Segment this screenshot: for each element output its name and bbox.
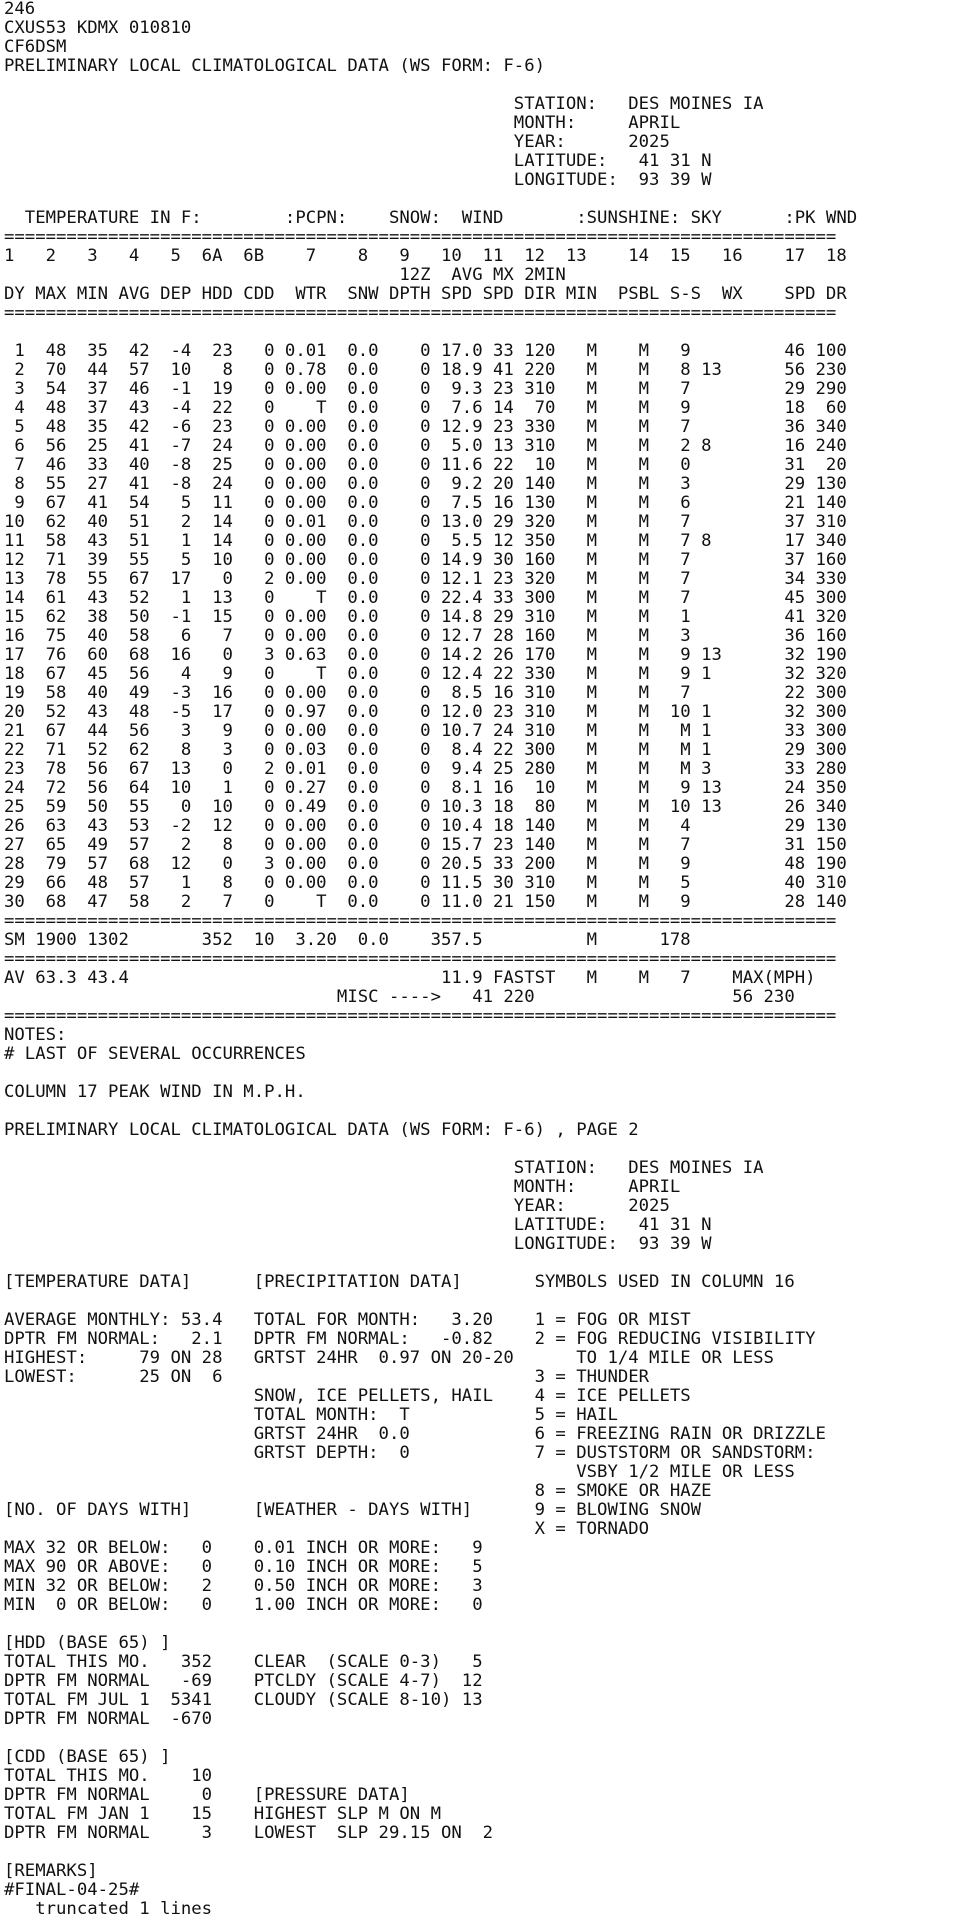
report-line: [4, 76, 969, 95]
report-line: 19 58 40 49 -3 16 0 0.00 0.0 0 8.5 16 310 M M 7 22 300: [4, 683, 847, 703]
report-line: CF6DSM: [4, 37, 67, 57]
report-line: TOTAL FM JAN 1 15 HIGHEST SLP M ON M: [4, 1804, 441, 1824]
report-line: [4, 1615, 969, 1634]
report-line: ================================================================================: [4, 1006, 837, 1026]
report-line: ================================================================================: [4, 911, 837, 931]
report-line: LATITUDE: 41 31 N: [4, 1215, 712, 1235]
report-line: 9 67 41 54 5 11 0 0.00 0.0 0 7.5 16 130 M M 6 21 140: [4, 493, 847, 513]
report-line: [4, 1254, 969, 1273]
report-line: MISC ----> 41 220 56 230: [4, 987, 795, 1007]
report-line: TOTAL THIS MO. 10: [4, 1766, 213, 1786]
report-line: VSBY 1/2 MILE OR LESS: [4, 1462, 795, 1482]
report-line: SM 1900 1302 352 10 3.20 0.0 357.5 M 178: [4, 930, 691, 950]
report-line: 17 76 60 68 16 0 3 0.63 0.0 0 14.2 26 170 M M 9 13 32 190: [4, 645, 847, 665]
report-line: 7 46 33 40 -8 25 0 0.00 0.0 0 11.6 22 10 M M 0 31 20: [4, 455, 847, 475]
report-line: PRELIMINARY LOCAL CLIMATOLOGICAL DATA (WS FORM: F-6) , PAGE 2: [4, 1120, 639, 1140]
report-line: #FINAL-04-25#: [4, 1880, 140, 1900]
report-line: 11 58 43 51 1 14 0 0.00 0.0 0 5.5 12 350 M M 7 8 17 340: [4, 531, 847, 551]
report-line: ================================================================================: [4, 303, 837, 323]
report-line: GRTST DEPTH: 0 7 = DUSTSTORM OR SANDSTORM:: [4, 1443, 816, 1463]
report-line: 14 61 43 52 1 13 0 T 0.0 0 22.4 33 300 M M 7 45 300: [4, 588, 847, 608]
report-line: 10 62 40 51 2 14 0 0.01 0.0 0 13.0 29 320 M M 7 37 310: [4, 512, 847, 532]
report-line: 15 62 38 50 -1 15 0 0.00 0.0 0 14.8 29 310 M M 1 41 320: [4, 607, 847, 627]
report-line: 4 48 37 43 -4 22 0 T 0.0 0 7.6 14 70 M M 9 18 60: [4, 398, 847, 418]
report-line: LOWEST: 25 ON 6 3 = THUNDER: [4, 1367, 650, 1387]
report-line: 1 48 35 42 -4 23 0 0.01 0.0 0 17.0 33 120 M M 9 46 100: [4, 341, 847, 361]
report-line: MONTH: APRIL: [4, 1177, 681, 1197]
report-line: AV 63.3 43.4 11.9 FASTST M M 7 MAX(MPH): [4, 968, 816, 988]
report-line: TOTAL FM JUL 1 5341 CLOUDY (SCALE 8-10) 13: [4, 1690, 483, 1710]
report-line: [4, 1292, 969, 1311]
report-line: 16 75 40 58 6 7 0 0.00 0.0 0 12.7 28 160 M M 3 36 160: [4, 626, 847, 646]
report-line: COLUMN 17 PEAK WIND IN M.P.H.: [4, 1082, 306, 1102]
report-line: [4, 1729, 969, 1748]
report-line: 28 79 57 68 12 0 3 0.00 0.0 0 20.5 33 200 M M 9 48 190: [4, 854, 847, 874]
report-line: 21 67 44 56 3 9 0 0.00 0.0 0 10.7 24 310 M M M 1 33 300: [4, 721, 847, 741]
report-line: 8 55 27 41 -8 24 0 0.00 0.0 0 9.2 20 140 M M 3 29 130: [4, 474, 847, 494]
report-line: [4, 323, 969, 342]
report-line: 22 71 52 62 8 3 0 0.03 0.0 0 8.4 22 300 M M M 1 29 300: [4, 740, 847, 760]
report-line: GRTST 24HR 0.0 6 = FREEZING RAIN OR DRIZZLE: [4, 1424, 826, 1444]
report-line: [REMARKS]: [4, 1861, 98, 1881]
report-line: truncated 1 lines: [4, 1899, 213, 1919]
report-line: DPTR FM NORMAL -69 PTCLDY (SCALE 4-7) 12: [4, 1671, 483, 1691]
report-line: [NO. OF DAYS WITH] [WEATHER - DAYS WITH] 9 = BLOWING SNOW: [4, 1500, 702, 1520]
report-line: X = TORNADO: [4, 1519, 650, 1539]
report-line: MAX 90 OR ABOVE: 0 0.10 INCH OR MORE: 5: [4, 1557, 483, 1577]
report-line: [4, 1064, 969, 1083]
report-line: LATITUDE: 41 31 N: [4, 151, 712, 171]
report-line: STATION: DES MOINES IA: [4, 1158, 764, 1178]
report-line: MIN 32 OR BELOW: 2 0.50 INCH OR MORE: 3: [4, 1576, 483, 1596]
report-line: NOTES:: [4, 1025, 67, 1045]
report-line: HIGHEST: 79 ON 28 GRTST 24HR 0.97 ON 20-20 TO 1/4 MILE OR LESS: [4, 1348, 774, 1368]
report-line: 25 59 50 55 0 10 0 0.49 0.0 0 10.3 18 80 M M 10 13 26 340: [4, 797, 847, 817]
report-line: ================================================================================: [4, 227, 837, 247]
report-line: 3 54 37 46 -1 19 0 0.00 0.0 0 9.3 23 310 M M 7 29 290: [4, 379, 847, 399]
report-line: DY MAX MIN AVG DEP HDD CDD WTR SNW DPTH SPD SPD DIR MIN PSBL S-S WX SPD DR: [4, 284, 847, 304]
report-line: SNOW, ICE PELLETS, HAIL 4 = ICE PELLETS: [4, 1386, 691, 1406]
report-line: 5 48 35 42 -6 23 0 0.00 0.0 0 12.9 23 330 M M 7 36 340: [4, 417, 847, 437]
report-line: [TEMPERATURE DATA] [PRECIPITATION DATA] SYMBOLS USED IN COLUMN 16: [4, 1272, 795, 1292]
report-line: [4, 1843, 969, 1862]
report-line: 18 67 45 56 4 9 0 T 0.0 0 12.4 22 330 M M 9 1 32 320: [4, 664, 847, 684]
report-line: PRELIMINARY LOCAL CLIMATOLOGICAL DATA (WS FORM: F-6): [4, 56, 546, 76]
report-line: LONGITUDE: 93 39 W: [4, 1234, 712, 1254]
report-line: 6 56 25 41 -7 24 0 0.00 0.0 0 5.0 13 310 M M 2 8 16 240: [4, 436, 847, 456]
report-line: [4, 190, 969, 209]
report-line: YEAR: 2025: [4, 1196, 670, 1216]
report-line: TEMPERATURE IN F: :PCPN: SNOW: WIND :SUNSHINE: SKY :PK WND: [4, 208, 858, 228]
report-line: 1 2 3 4 5 6A 6B 7 8 9 10 11 12 13 14 15 16 17 18: [4, 246, 847, 266]
report-line: 12Z AVG MX 2MIN: [4, 265, 566, 285]
report-line: CXUS53 KDMX 010810: [4, 18, 192, 38]
report-line: [CDD (BASE 65) ]: [4, 1747, 171, 1767]
report-line: 24 72 56 64 10 1 0 0.27 0.0 0 8.1 16 10 M M 9 13 24 350: [4, 778, 847, 798]
report-line: 30 68 47 58 2 7 0 T 0.0 0 11.0 21 150 M M 9 28 140: [4, 892, 847, 912]
report-line: STATION: DES MOINES IA: [4, 94, 764, 114]
report-line: [4, 1140, 969, 1159]
report-line: 2 70 44 57 10 8 0 0.78 0.0 0 18.9 41 220 M M 8 13 56 230: [4, 360, 847, 380]
report-line: TOTAL THIS MO. 352 CLEAR (SCALE 0-3) 5: [4, 1652, 483, 1672]
report-line: DPTR FM NORMAL: 2.1 DPTR FM NORMAL: -0.82 2 = FOG REDUCING VISIBILITY: [4, 1329, 816, 1349]
report-line: ================================================================================: [4, 949, 837, 969]
report-line: DPTR FM NORMAL 0 [PRESSURE DATA]: [4, 1785, 410, 1805]
report-line: MAX 32 OR BELOW: 0 0.01 INCH OR MORE: 9: [4, 1538, 483, 1558]
report-line: 246: [4, 0, 36, 19]
report-line: 26 63 43 53 -2 12 0 0.00 0.0 0 10.4 18 140 M M 4 29 130: [4, 816, 847, 836]
report-line: 20 52 43 48 -5 17 0 0.97 0.0 0 12.0 23 310 M M 10 1 32 300: [4, 702, 847, 722]
report-line: [HDD (BASE 65) ]: [4, 1633, 171, 1653]
report-line: 29 66 48 57 1 8 0 0.00 0.0 0 11.5 30 310 M M 5 40 310: [4, 873, 847, 893]
report-line: # LAST OF SEVERAL OCCURRENCES: [4, 1044, 306, 1064]
report-line: DPTR FM NORMAL 3 LOWEST SLP 29.15 ON 2: [4, 1823, 493, 1843]
report-line: TOTAL MONTH: T 5 = HAIL: [4, 1405, 618, 1425]
report-line: 8 = SMOKE OR HAZE: [4, 1481, 712, 1501]
report-line: [4, 1102, 969, 1121]
report-line: 23 78 56 67 13 0 2 0.01 0.0 0 9.4 25 280 M M M 3 33 280: [4, 759, 847, 779]
report-line: 27 65 49 57 2 8 0 0.00 0.0 0 15.7 23 140 M M 7 31 150: [4, 835, 847, 855]
report-line: 12 71 39 55 5 10 0 0.00 0.0 0 14.9 30 160 M M 7 37 160: [4, 550, 847, 570]
report-line: LONGITUDE: 93 39 W: [4, 170, 712, 190]
report-line: DPTR FM NORMAL -670: [4, 1709, 213, 1729]
report-line: AVERAGE MONTHLY: 53.4 TOTAL FOR MONTH: 3.20 1 = FOG OR MIST: [4, 1310, 691, 1330]
report-line: MONTH: APRIL: [4, 113, 681, 133]
report-line: MIN 0 OR BELOW: 0 1.00 INCH OR MORE: 0: [4, 1595, 483, 1615]
report-line: 13 78 55 67 17 0 2 0.00 0.0 0 12.1 23 320 M M 7 34 330: [4, 569, 847, 589]
report-line: YEAR: 2025: [4, 132, 670, 152]
